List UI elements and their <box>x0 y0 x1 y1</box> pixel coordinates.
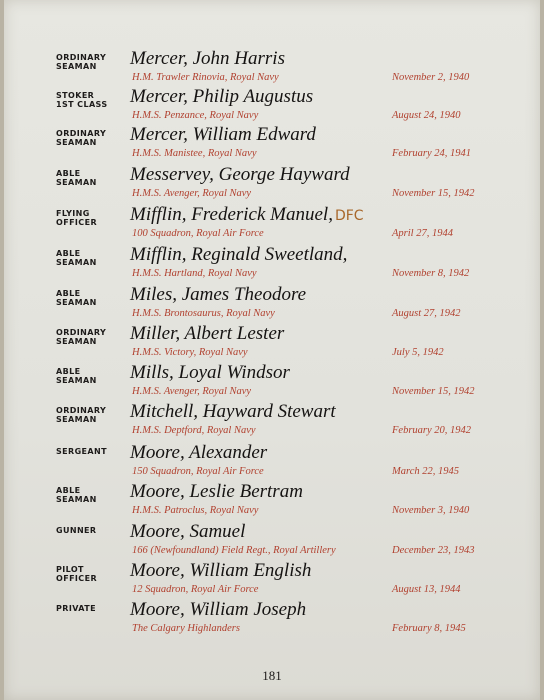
entry-rank: ORDINARY SEAMAN <box>56 328 107 346</box>
memorial-entry <box>4 204 540 248</box>
entry-name: Moore, Samuel <box>130 521 246 542</box>
entry-name: Miller, Albert Lester <box>130 323 285 344</box>
entry-unit: H.M.S. Manistee, Royal Navy <box>132 148 257 159</box>
entry-unit: H.M.S. Victory, Royal Navy <box>132 347 248 358</box>
entry-decoration: DFC <box>334 208 364 224</box>
entry-rank: ABLE SEAMAN <box>56 289 97 307</box>
entry-unit: H.M.S. Avenger, Royal Navy <box>132 188 252 199</box>
entry-unit: H.M.S. Hartland, Royal Navy <box>132 268 257 279</box>
entry-unit: H.M.S. Penzance, Royal Navy <box>132 110 259 121</box>
entry-date: November 2, 1940 <box>392 72 470 83</box>
entry-name: Mercer, Philip Augustus <box>130 86 314 107</box>
memorial-entry <box>4 521 540 565</box>
memorial-entry <box>4 401 540 445</box>
entry-date: August 13, 1944 <box>392 584 461 595</box>
entry-name-line <box>130 481 303 503</box>
memorial-entry <box>4 442 540 486</box>
entry-name-line <box>130 86 313 108</box>
entry-name-line <box>130 244 347 266</box>
entry-date: November 15, 1942 <box>392 386 475 397</box>
entry-rank: ABLE SEAMAN <box>56 486 97 504</box>
memorial-entry <box>4 362 540 406</box>
memorial-entry <box>4 164 540 208</box>
entry-rank: STOKER 1ST CLASS <box>56 91 108 109</box>
memorial-entry <box>4 481 540 525</box>
entry-name: Moore, Alexander <box>130 442 268 463</box>
entry-name: Moore, Leslie Bertram <box>130 481 303 502</box>
entry-name-line <box>130 599 306 621</box>
entry-name-line <box>130 401 336 423</box>
entry-name: Messervey, George Hayward <box>130 164 350 185</box>
entry-date: November 15, 1942 <box>392 188 475 199</box>
entry-date: November 3, 1940 <box>392 505 470 516</box>
memorial-entry <box>4 124 540 168</box>
entry-date: August 27, 1942 <box>392 308 461 319</box>
entry-unit: H.M.S. Patroclus, Royal Navy <box>132 505 259 516</box>
entry-name-line <box>130 284 306 306</box>
entry-unit: H.M.S. Avenger, Royal Navy <box>132 386 252 397</box>
entry-date: December 23, 1943 <box>392 545 475 556</box>
entry-name: Mifflin, Frederick Manuel, <box>130 204 333 225</box>
entry-date: March 22, 1945 <box>392 466 459 477</box>
entry-rank: GUNNER <box>56 526 97 535</box>
entry-name-line <box>130 521 245 543</box>
page-number: 181 <box>262 668 282 683</box>
entry-date: April 27, 1944 <box>392 228 453 239</box>
entry-date: November 8, 1942 <box>392 268 470 279</box>
entry-name-line <box>130 560 311 582</box>
entry-name-line <box>130 442 267 464</box>
memorial-page <box>4 0 540 700</box>
memorial-entry <box>4 599 540 643</box>
entry-rank: FLYING OFFICER <box>56 209 98 227</box>
entry-name: Mifflin, Reginald Sweetland, <box>130 244 348 265</box>
entry-date: August 24, 1940 <box>392 110 461 121</box>
entry-unit: 100 Squadron, Royal Air Force <box>132 228 264 239</box>
entry-name-line <box>130 164 350 186</box>
entry-rank: ORDINARY SEAMAN <box>56 129 107 147</box>
entry-unit: 150 Squadron, Royal Air Force <box>132 466 264 477</box>
entry-name-line <box>130 48 285 70</box>
entry-name-line <box>130 323 284 345</box>
entry-name-line <box>130 362 290 384</box>
entry-rank: ORDINARY SEAMAN <box>56 53 107 71</box>
entry-name: Mitchell, Hayward Stewart <box>130 401 336 422</box>
entry-date: February 8, 1945 <box>392 623 466 634</box>
entry-name: Miles, James Theodore <box>130 284 307 305</box>
entry-rank: SERGEANT <box>56 447 107 456</box>
entry-date: February 24, 1941 <box>392 148 472 159</box>
entry-rank: ABLE SEAMAN <box>56 367 97 385</box>
memorial-entry <box>4 284 540 328</box>
entry-date: July 5, 1942 <box>392 347 444 358</box>
entry-rank: PRIVATE <box>56 604 96 613</box>
entry-name: Mills, Loyal Windsor <box>130 362 290 383</box>
entry-date: February 20, 1942 <box>392 425 472 436</box>
entry-unit: The Calgary Highlanders <box>132 623 240 634</box>
entry-unit: 12 Squadron, Royal Air Force <box>132 584 259 595</box>
entry-name: Mercer, William Edward <box>130 124 316 145</box>
entry-name-line <box>130 124 316 146</box>
entry-unit: 166 (Newfoundland) Field Regt., Royal Artillery <box>132 545 336 556</box>
entry-rank: PILOT OFFICER <box>56 565 98 583</box>
entry-unit: H.M.S. Deptford, Royal Navy <box>132 425 256 436</box>
entry-unit: H.M. Trawler Rinovia, Royal Navy <box>132 72 279 83</box>
memorial-entry <box>4 244 540 288</box>
memorial-entry <box>4 560 540 604</box>
memorial-entry <box>4 323 540 367</box>
entry-unit: H.M.S. Brontosaurus, Royal Navy <box>132 308 275 319</box>
entry-name-line <box>130 204 364 227</box>
entry-rank: ABLE SEAMAN <box>56 169 97 187</box>
entry-rank: ABLE SEAMAN <box>56 249 97 267</box>
entry-name: Mercer, John Harris <box>130 48 285 69</box>
entry-name: Moore, William Joseph <box>130 599 307 620</box>
entry-rank: ORDINARY SEAMAN <box>56 406 107 424</box>
entry-name: Moore, William English <box>130 560 312 581</box>
